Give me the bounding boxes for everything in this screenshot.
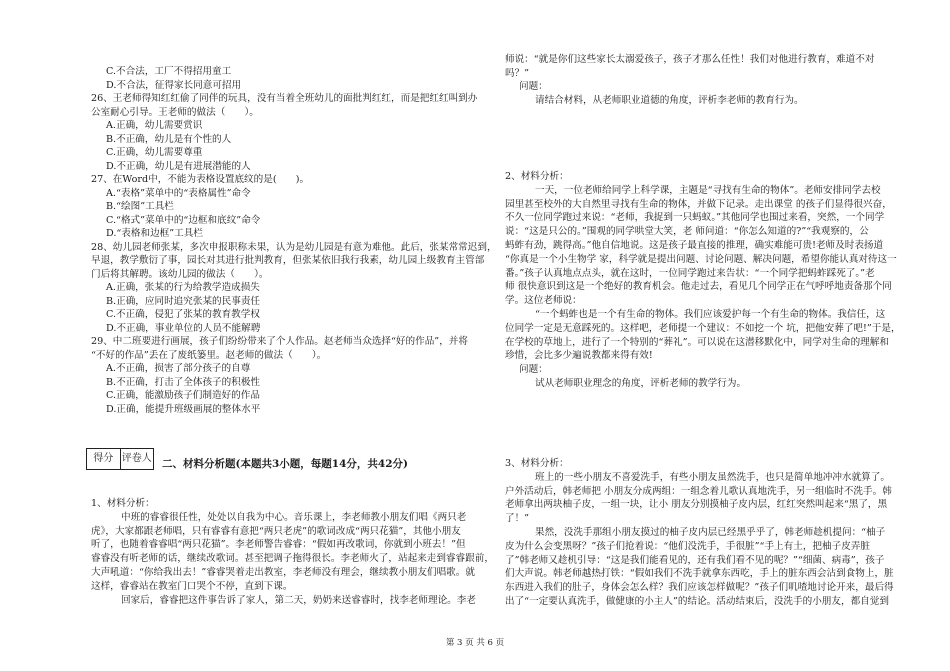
text-line: 吗？” <box>505 67 530 79</box>
section-title: 二、材料分析题(本题共3小题，每题14分，共42分) <box>162 458 408 470</box>
text-line: B.“绘图”工具栏 <box>106 201 174 212</box>
text-line: 2、材料分析： <box>505 171 569 182</box>
text-line: 1、材料分析： <box>91 498 155 509</box>
text-line: D.“表格和边框”工具栏 <box>106 228 203 239</box>
text-line: 28、幼儿园老师张某，多次申报职称未果，认为是幼儿园是有意为难他。此后，张某常常迟到， <box>91 241 497 253</box>
text-line: 3、材料分析： <box>505 458 569 469</box>
page-footer: 第 3 页 共 6 页 <box>445 638 505 648</box>
text-line: D.正确，能提升班级画展的整体水平 <box>106 403 261 415</box>
text-line: 皮为什么会变黑呀？”孩子们抢着说：“他们没洗手，手很脏”“手上有土，把柚子皮弄脏 <box>505 540 870 552</box>
text-line: “不好的作品”丢在了废纸篓里。赵老师的做法（ ）。 <box>91 349 327 361</box>
text-line: 师 很快意识到这是一个绝好的教育机会。他走过去，看见几个同学正在气呼呼地责备那个同 <box>505 281 892 293</box>
text-line: 东西进入我们的肚子，身体会怎么样？我们应该怎样做呢？”孩子们叽喳地讨论开来，最后得 <box>505 582 894 594</box>
text-line: C.不正确，侵犯了张某的教育教学权 <box>106 309 260 320</box>
text-line: 班上的一些小朋友不喜爱洗手，有些小朋友虽然洗手，也只是简单地冲冲水就算了。 <box>535 471 890 483</box>
text-line: C.正确，幼儿需要尊重 <box>106 147 203 158</box>
text-line: 睿睿没有听老师的话，继续改歌词。甚至把调子拖得很长。李老师火了，站起来走到睿睿跟前， <box>91 553 494 565</box>
text-line: 门后将其解聘。该幼儿园的做法（ ）。 <box>91 268 269 280</box>
text-line: 问题： <box>519 81 548 92</box>
text-line: 一天，一位老师给同学上科学课，主题是“寻找有生命的物体”。老师安排同学去校 <box>535 184 881 196</box>
text-line: 说：“这是只公的。”围观的同学哄堂大笑，老 师问道：“你怎么知道的?”“我观察的，公 <box>505 226 869 238</box>
text-line: 了！” <box>505 513 530 525</box>
text-line: B.不正确，打击了全体孩子的积极性 <box>106 376 261 388</box>
text-line: 在学校的草地上，进行了一个特别的“葬礼”。可以说在这潜移默化中，同学对生命的理解和 <box>505 336 889 348</box>
text-line: 了”韩老师又趁机引导：“这是我们能看见的，还有我们看不见的呢？”“细菌、病毒”，孩子 <box>505 554 885 566</box>
text-line: 出了“一定要认真洗手，做健康的小主人”的结论。活动结束后，没洗手的小朋友，都自觉到 <box>505 596 889 607</box>
text-line: 试从老师职业理念的角度，评析老师的教学行为。 <box>535 378 747 389</box>
text-line: 公室耐心引导。王老师的做法（ ）。 <box>91 106 259 118</box>
text-line: C.正确，能激励孩子们制造好的作品 <box>106 390 260 401</box>
text-line: D.不正确，幼儿是有进展潜能的人 <box>106 160 251 172</box>
text-line: C.不合法，工厂不得招用童工 <box>106 66 232 77</box>
text-line: 虎》，大家都跟老师唱，只有睿睿有意把“两只老虎”的歌词改成“两只花猫”，其他小朋友 <box>91 525 461 537</box>
text-line: 番。”孩子认真地点点头，就在这时，一位同学跑过来告状：“一个同学把蚂蚱踩死了。”老 <box>505 267 875 279</box>
score-label: 得分 <box>87 449 121 469</box>
text-line: 户外活动后，韩老师把 小朋友分成两组：一组念着儿歌认真地洗手，另一组临时不洗手。韩 <box>505 485 892 497</box>
text-line: C.“格式”菜单中的“边框和底纹”命令 <box>106 214 261 226</box>
text-line: 问题： <box>519 364 548 376</box>
text-line: 26、王老师得知红红偷了同伴的玩具，没有当着全班幼儿的面批判红红，而是把红红叫到办 <box>91 93 478 104</box>
text-line: 29、中二班要进行画展，孩子们纷纷带来了个人作品。赵老师当众选择“好的作品”，并将 <box>91 336 468 347</box>
grader-label: 评卷人 <box>121 453 152 464</box>
text-line: 珍惜，会比多少遍说教都来得有效! <box>505 350 653 362</box>
text-line: 27、在Word中，不能为表格设置底纹的是( )。 <box>91 174 310 185</box>
text-line: 中班的睿睿很任性，处处以自我为中心。音乐课上，李老师教小朋友们唱《两只老 <box>121 511 467 523</box>
text-line: 蚂蚱有劲，跳得高。”他自信地说。这是孩子最直接的推理，确实难能可贵!老师及时表扬道 <box>505 240 884 251</box>
text-line: 大声吼道：“你给我出去！”睿睿哭着走出教室，李老师没有理会，继续教小朋友们唱歌。就 <box>91 567 475 578</box>
text-line: 听了，也随着睿睿唱“两只花猫”。李老师警告睿睿：“假如再改歌词，你就到小班去！”但 <box>91 539 466 551</box>
text-line: 老师拿出两块柚子皮，一组一块，让小 朋友分别摸柚子皮内层，红红突然叫起来“黑了，黑 <box>505 499 888 511</box>
text-line: 们大声说。韩老师越热打铁：“假如我们不洗手就拿东西吃，手上的脏东西会沾到食物上，脏 <box>505 568 894 580</box>
text-line: A.正确，幼儿需要赏识 <box>106 120 203 131</box>
text-line: A.正确，张某的行为给教学造成损失 <box>106 282 260 293</box>
text-line: 不久一位同学跑过来说：“老师，我捉到一只蚂蚁。”其他同学也围过来看，突然，一个同学 <box>505 212 885 224</box>
text-line: D.不正确，事业单位的人员不能解聘 <box>106 322 261 334</box>
text-line: 位同学一定是无意踩死的。这样吧，老师提一个建议：不如挖一个 坑，把他安葬了吧!”于是， <box>505 322 901 334</box>
text-line: A.不正确，损害了部分孩子的自尊 <box>106 363 251 374</box>
text-line: 回家后，睿睿把这件事告诉了家人，第二天，奶奶来送睿睿时，找李老师理论。李老 <box>121 594 476 606</box>
text-line: 园里甚至校外的大自然里寻找有生命的物体，并做下记录。走出课堂 的孩子们显得很兴奋， <box>505 198 892 210</box>
text-line: 早退，教学敷衍了事，园长对其进行批判教育，但张某依旧我行我素，幼儿园上级教育主管部 <box>91 255 485 266</box>
text-line: 这样，睿睿站在教室门口哭个不停，直到下课。 <box>91 580 293 592</box>
text-line: 请结合材料，从老师职业道德的角度，评析李老师的教育行为。 <box>535 94 804 106</box>
text-line: A.“表格”菜单中的“表格属性”命令 <box>106 187 251 199</box>
text-line: “你真是一个小生物学 家，科学就是提出问题、讨论问题、解决问题，希望你能认真对待这一 <box>505 253 897 265</box>
score-box <box>86 448 154 470</box>
text-line: “一个蚂蚱也是一个有生命的物体。我们应该爱护每一个有生命的物体。我信任，这 <box>535 309 886 320</box>
text-line: D.不合法，征得家长同意可招用 <box>106 79 242 91</box>
text-line: B.正确，应同时追究张某的民事责任 <box>106 295 261 307</box>
text-line: 学。这位老师说： <box>505 295 582 307</box>
text-line: B.不正确，幼儿是有个性的人 <box>106 133 232 145</box>
text-line: 果然，没洗手那组小朋友摸过的柚子皮内层已经黑乎乎了，韩老师趁机提问：“柚子 <box>535 527 886 538</box>
text-line: 师说：“就是你们这些家长太溺爱孩子，孩子才那么任性！我们对他进行教育，难道不对 <box>505 54 875 65</box>
